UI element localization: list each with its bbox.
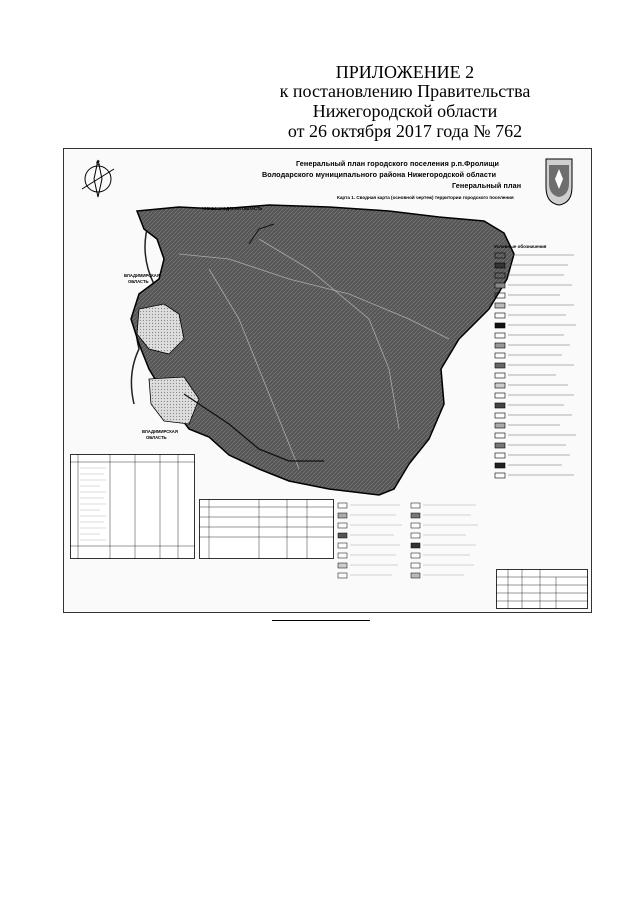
coat-of-arms-icon <box>544 157 574 207</box>
table-settlements <box>70 454 195 559</box>
settlement-territory <box>131 205 514 495</box>
decree-line: к постановлению Правительства <box>279 81 531 101</box>
region-line: Нижегородской области <box>312 101 498 121</box>
label-vladimirskaya-1b: ОБЛАСТЬ <box>128 279 149 284</box>
label-vladimirskaya-2b: ОБЛАСТЬ <box>146 435 167 440</box>
legend-bottom <box>336 499 486 599</box>
label-nizhegorodskaya-top: НИЖЕГОРОДСКАЯ ОБЛАСТЬ <box>202 206 263 211</box>
separator-line <box>272 620 370 621</box>
label-vladimirskaya-1: ВЛАДИМИРСКАЯ <box>124 273 160 278</box>
svg-text:С: С <box>96 161 101 167</box>
label-vladimirskaya-2: ВЛАДИМИРСКАЯ <box>142 429 178 434</box>
table-balance <box>199 499 334 559</box>
date-line: от 26 октября 2017 года № 762 <box>287 121 523 141</box>
map-title-line3: Генеральный план <box>452 181 522 190</box>
appendix-title: ПРИЛОЖЕНИЕ 2 <box>335 62 475 82</box>
north-arrow-icon <box>78 157 118 201</box>
legend-right <box>494 251 586 541</box>
map-title-line2: Володарского муниципального района Нижегородской области <box>262 170 497 179</box>
legend-heading: Условные обозначения <box>494 244 547 249</box>
map-sheet <box>63 148 592 613</box>
title-block-stamp <box>496 569 588 609</box>
map-subtitle: Карта 1. Сводная карта (основной чертеж) территории городского поселения <box>337 195 514 200</box>
map-title-line1: Генеральный план городского поселения р.п.Фролищи <box>296 159 500 168</box>
